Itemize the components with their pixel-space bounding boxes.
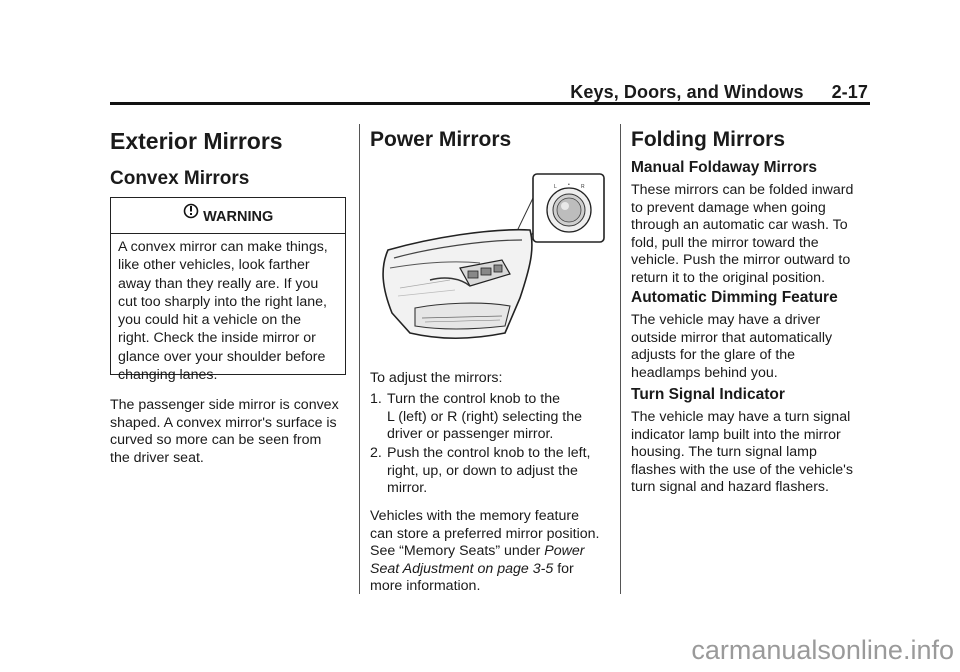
- paragraph-line: flashes with the use of the vehicle's: [631, 461, 853, 478]
- paragraph-line: Vehicles with the memory feature: [370, 508, 579, 524]
- warning-icon: [183, 198, 199, 225]
- list-line: mirror.: [387, 480, 428, 496]
- paragraph-line: The passenger side mirror is convex: [110, 397, 339, 413]
- paragraph-line: The vehicle may have a turn signal: [631, 409, 851, 425]
- paragraph-line: The vehicle may have a driver: [631, 312, 821, 328]
- paragraph: [631, 409, 871, 497]
- paragraph: [631, 182, 871, 287]
- cross-reference-link[interactable]: Power: [544, 543, 585, 559]
- paragraph: [370, 508, 615, 596]
- section-heading: Folding Mirrors: [631, 128, 785, 151]
- paragraph: [631, 312, 871, 382]
- section-heading: Power Mirrors: [370, 128, 512, 151]
- warning-text: [118, 238, 344, 384]
- warning-line: away than they really are. If you: [118, 275, 319, 292]
- paragraph-line: the driver seat.: [110, 449, 204, 466]
- section-title: Keys, Doors, and Windows: [570, 82, 804, 102]
- paragraph-line: headlamps behind you.: [631, 364, 778, 381]
- paragraph-line: return it to the original position.: [631, 269, 826, 286]
- paragraph-line: through an automatic car wash. To: [631, 217, 848, 233]
- subsection-heading: Automatic Dimming Feature: [631, 289, 838, 306]
- header-rule: [110, 102, 870, 105]
- paragraph-line: shaped. A convex mirror's surface is: [110, 414, 337, 431]
- warning-label: WARNING: [203, 208, 274, 225]
- svg-text:R: R: [581, 184, 585, 190]
- paragraph-line: can store a preferred mirror position.: [370, 525, 600, 542]
- warning-line: A convex mirror can make things,: [118, 239, 328, 255]
- paragraph-line: fold, pull the mirror toward the: [631, 234, 819, 251]
- intro-text: To adjust the mirrors:: [370, 370, 503, 386]
- warning-header: [111, 198, 345, 234]
- page-number: 2-17: [831, 82, 868, 102]
- column-divider: [620, 124, 621, 594]
- paragraph-line: adjusts for the glare of the: [631, 347, 796, 363]
- svg-text:•: •: [568, 182, 570, 188]
- subsection-heading: Turn Signal Indicator: [631, 386, 785, 403]
- paragraph-line: to prevent damage when going: [631, 199, 826, 216]
- subsection-heading: Convex Mirrors: [110, 168, 250, 189]
- svg-text:L: L: [554, 184, 557, 190]
- warning-line: right. Check the inside mirror or: [118, 330, 316, 347]
- warning-line: like other vehicles, look farther: [118, 257, 310, 274]
- section-heading: Exterior Mirrors: [110, 128, 283, 154]
- paragraph-line: indicator lamp built into the mirror: [631, 426, 841, 443]
- list-line: right, up, or down to adjust the: [387, 462, 578, 479]
- list-item: [370, 391, 610, 445]
- list-number: 2.: [370, 445, 382, 461]
- paragraph-line: These mirrors can be folded inward: [631, 182, 854, 198]
- warning-line: you could hit a vehicle on the: [118, 312, 301, 329]
- list-line: L (left) or R (right) selecting the: [387, 408, 583, 425]
- paragraph-text: for: [553, 560, 574, 577]
- column-divider: [359, 124, 360, 594]
- paragraph-line: [370, 561, 615, 579]
- cross-reference-link[interactable]: Seat Adjustment on page 3-5: [370, 560, 554, 577]
- paragraph-text: See “Memory Seats” under: [370, 543, 545, 559]
- list-number: 1.: [370, 391, 382, 407]
- paragraph-line: vehicle. Push the mirror outward to: [631, 252, 851, 268]
- list-item: [370, 445, 610, 499]
- door-panel-illustration: [370, 168, 610, 358]
- warning-line: glance over your shoulder before: [118, 348, 326, 365]
- list-line: Turn the control knob to the: [387, 391, 560, 407]
- paragraph-line: turn signal and hazard flashers.: [631, 479, 829, 495]
- page-header: [110, 82, 868, 102]
- warning-box: [110, 197, 346, 384]
- warning-line: changing lanes.: [118, 367, 218, 384]
- paragraph-line: more information.: [370, 578, 481, 594]
- warning-line: cut too sharply into the right lane,: [118, 293, 327, 310]
- paragraph: [110, 397, 350, 467]
- watermark: carmanualsonline.info: [691, 635, 954, 665]
- paragraph-line: curved so more can be seen from: [110, 432, 322, 448]
- list-line: driver or passenger mirror.: [387, 426, 554, 442]
- paragraph-line: [370, 543, 615, 561]
- paragraph-line: housing. The turn signal lamp: [631, 444, 817, 460]
- list-line: Push the control knob to the left,: [387, 445, 591, 461]
- subsection-heading: Manual Foldaway Mirrors: [631, 159, 818, 176]
- paragraph-line: outside mirror that automatically: [631, 329, 833, 346]
